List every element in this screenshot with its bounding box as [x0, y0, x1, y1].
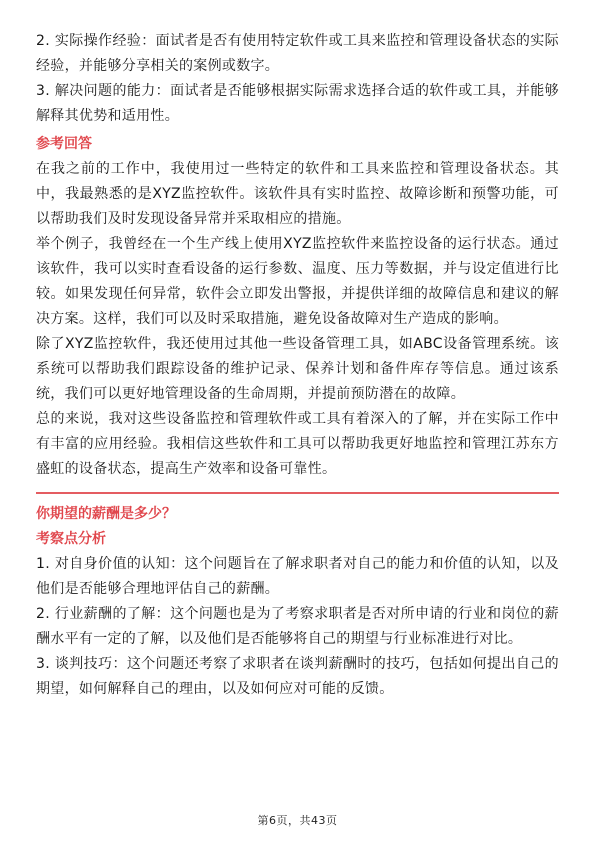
answer-paragraph-4: 总的来说，我对这些设备监控和管理软件或工具有着深入的了解，并在实际工作中有丰富的应用经验。我相信这些软件和工具可以帮助我更好地监控和管理江苏东方盛虹的设备状态，提高生产效率和设备可靠性。: [36, 411, 559, 477]
reference-answer: [36, 157, 559, 482]
page-number: 第6页，共43页: [257, 814, 338, 827]
analysis-item-1: 1. 对自身价值的认知：这个问题旨在了解求职者对自己的能力和价值的认知，以及他们是否能够合理地评估自己的薪酬。: [36, 556, 559, 597]
reference-answer-heading: 参考回答: [36, 136, 92, 152]
analysis-list: [36, 552, 559, 702]
answer-paragraph-1: 在我之前的工作中，我使用过一些特定的软件和工具来监控和管理设备状态。其中，我最熟悉的是XYZ监控软件。该软件具有实时监控、故障诊断和预警功能，可以帮助我们及时发现设备异常并采取相应的措施。: [36, 161, 559, 227]
assessment-item-3: 3. 解决问题的能力：面试者是否能够根据实际需求选择合适的软件或工具，并能够解释其优势和适用性。: [36, 83, 559, 124]
answer-paragraph-3: 除了XYZ监控软件，我还使用过其他一些设备管理工具，如ABC设备管理系统。该系统可以帮助我们跟踪设备的维护记录、保养计划和备件库存等信息。通过该系统，我们可以更好地管理设备的生命周期，并提前预防潜在的故障。: [36, 336, 559, 402]
analysis-item-3: 3. 谈判技巧：这个问题还考察了求职者在谈判薪酬时的技巧，包括如何提出自己的期望，如何解释自己的理由，以及如何应对可能的反馈。: [36, 656, 559, 697]
answer-paragraph-2: 举个例子，我曾经在一个生产线上使用XYZ监控软件来监控设备的运行状态。通过该软件，我可以实时查看设备的运行参数、温度、压力等数据，并与设定值进行比较。如果发现任何异常，软件会立即发出警报，并提供详细的故障信息和建议的解决方案。这样，我们可以及时采取措施，避免设备故障对生产造成的影响。: [36, 236, 559, 327]
analysis-heading: 考察点分析: [36, 531, 106, 547]
question-title: 你期望的薪酬是多少？: [36, 506, 176, 522]
assessment-item-2: 2. 实际操作经验：面试者是否有使用特定软件或工具来监控和管理设备状态的实际经验，并能够分享相关的案例或数字。: [36, 33, 559, 74]
section-assessment-continued: [36, 29, 559, 129]
section-divider: [36, 492, 559, 494]
document-page: [36, 29, 559, 702]
analysis-item-2: 2. 行业薪酬的了解：这个问题也是为了考察求职者是否对所申请的行业和岗位的薪酬水平有一定的了解，以及他们是否能够将自己的期望与行业标准进行对比。: [36, 606, 559, 647]
